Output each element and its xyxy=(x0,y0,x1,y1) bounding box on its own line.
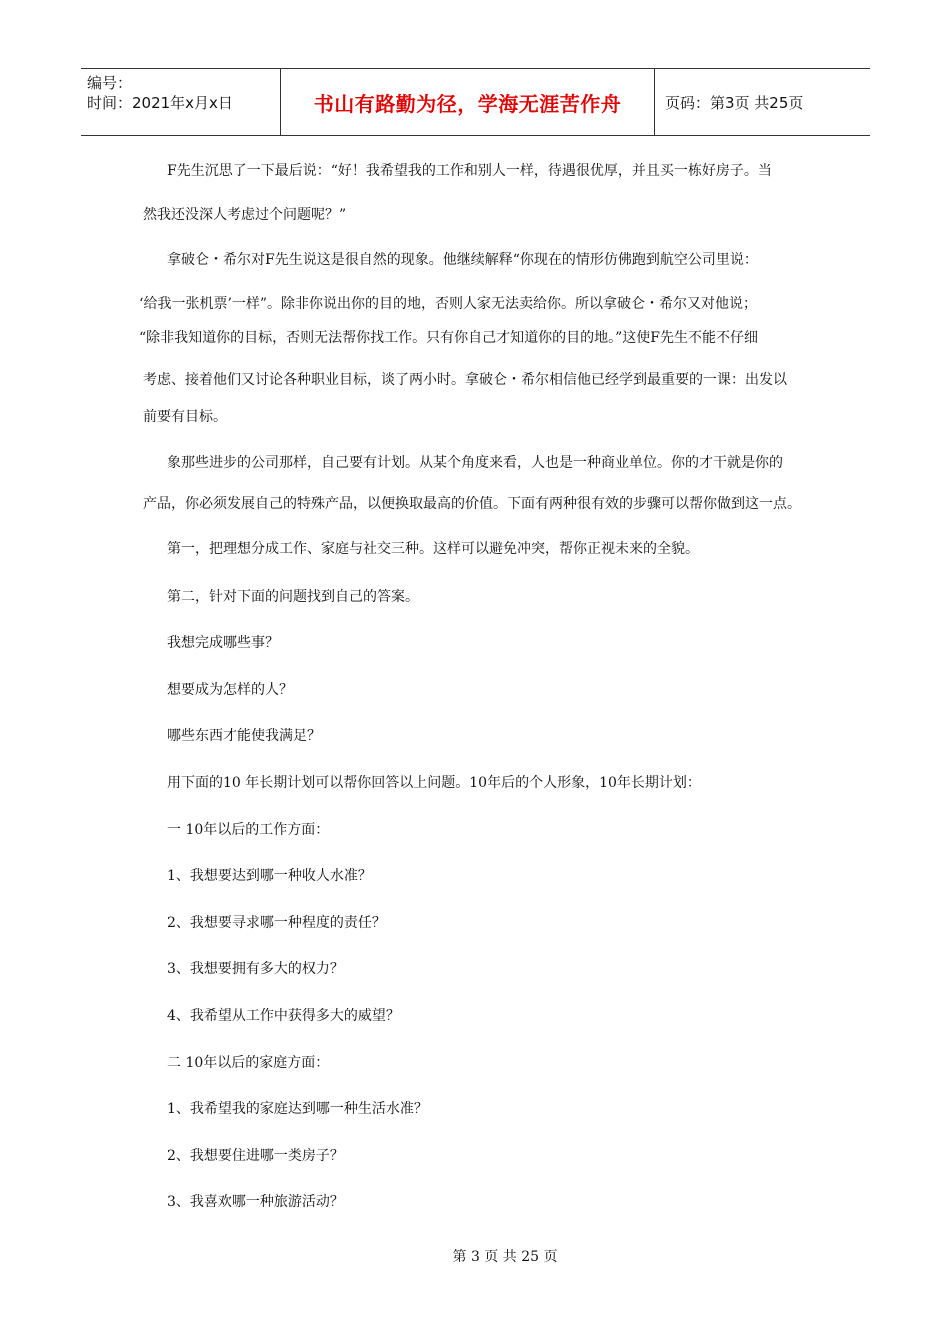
text-line: 3、我喜欢哪一种旅游活动？ xyxy=(167,1194,344,1210)
text-line: “除非我知道你的目标，否则无法帮你找工作。只有你自己才知道你的目的地。”这使F先生不能不仔细 xyxy=(139,330,759,346)
text-line: F先生沉思了一下最后说：“好！我希望我的工作和别人一样，待遇很优厚，并且买一栋好房子。当 xyxy=(167,163,772,179)
header-motto: 书山有路勤为径，学海无涯苦作舟 xyxy=(281,69,655,135)
header-info xyxy=(81,69,281,135)
text-line: 第一，把理想分成工作、家庭与社交三种。这样可以避免冲突，帮你正视未来的全貌。 xyxy=(167,541,699,557)
text-line: 二 10年以后的家庭方面： xyxy=(167,1055,330,1071)
number-label: 编号： xyxy=(87,74,133,92)
text-line: 第二，针对下面的问题找到自己的答案。 xyxy=(167,589,419,605)
text-line: 我想完成哪些事？ xyxy=(167,635,279,651)
text-line: 拿破仑・希尔对F先生说这是很自然的现象。他继续解释“你现在的情形仿佛跑到航空公司里说： xyxy=(167,252,758,268)
text-line: 2、我想要寻求哪一种程度的责任？ xyxy=(167,915,386,931)
time-label: 时间：2021年x月x日 xyxy=(87,94,233,112)
text-line: 然我还没深人考虑过个问题呢？” xyxy=(143,207,347,223)
text-line: 2、我想要住进哪一类房子？ xyxy=(167,1148,344,1164)
text-line: 哪些东西才能使我满足？ xyxy=(167,728,321,744)
header-page-label: 页码：第3页 共25页 xyxy=(665,93,804,112)
text-line: 1、我希望我的家庭达到哪一种生活水准？ xyxy=(167,1101,428,1117)
text-line: 一 10年以后的工作方面： xyxy=(167,822,330,838)
document-header xyxy=(81,68,870,136)
page-footer: 第 3 页 共 25 页 xyxy=(452,1249,558,1265)
text-line: 1、我想要达到哪一种收人水准？ xyxy=(167,868,372,884)
text-line: 想要成为怎样的人？ xyxy=(167,682,293,698)
text-line: 3、我想要拥有多大的权力？ xyxy=(167,961,344,977)
text-line: 象那些进步的公司那样，自己要有计划。从某个角度来看，人也是一种商业单位。你的才干就是你的 xyxy=(167,455,783,471)
text-line: ‘给我一张机票’一样”。除非你说出你的目的地，否则人家无法卖给你。所以拿破仑・希尔又对他说； xyxy=(139,296,758,312)
text-line: 考虑、接着他们又讨论各种职业目标，谈了两小时。拿破仑・希尔相信他已经学到最重要的一课：出发以 xyxy=(143,372,787,388)
text-line: 4、我希望从工作中获得多大的威望？ xyxy=(167,1008,400,1024)
text-line: 前要有目标。 xyxy=(143,409,227,425)
text-line: 用下面的10 年长期计划可以帮你回答以上问题。10年后的个人形象，10年长期计划： xyxy=(167,775,701,791)
text-line: 产品，你必须发展自己的特殊产品，以便换取最高的价值。下面有两种很有效的步骤可以帮你做到这一点。 xyxy=(143,496,801,512)
